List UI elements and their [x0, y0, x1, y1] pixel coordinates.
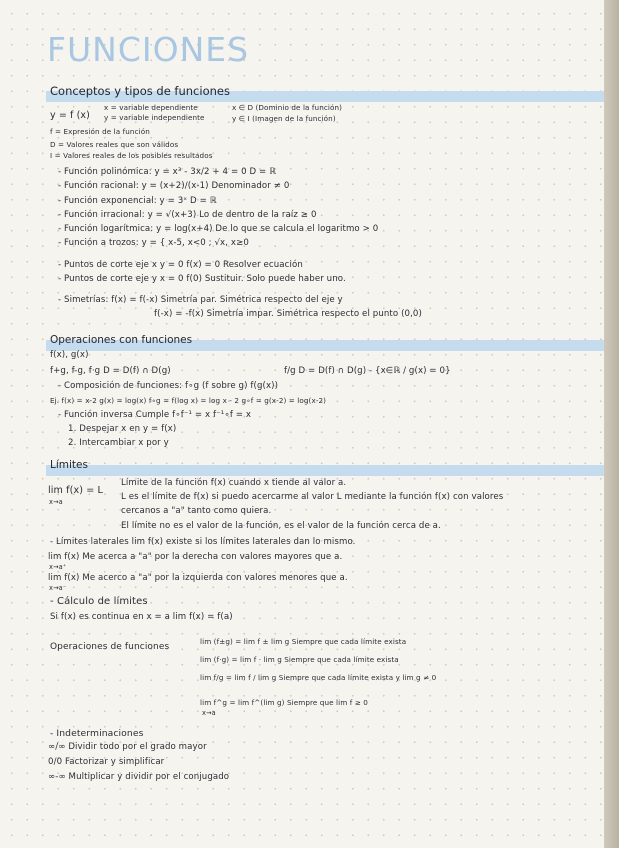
- y-intercepts: - Puntos de corte eje y x = 0 f(0) Sustituir. Solo puede haber uno.: [58, 274, 346, 284]
- limit-definition: lim f(x) = L: [48, 485, 103, 496]
- lateral-limits: - Límites laterales lim f(x) existe si los límites laterales dan lo mismo.: [50, 537, 356, 547]
- indet-inf-minus-inf: ∞-∞ Multiplicar y dividir por el conjugado: [48, 772, 230, 782]
- odd-symmetry: f(-x) = -f(x) Simetría impar. Simétrica respecto el punto (0,0): [154, 309, 422, 319]
- continuity: Si f(x) es continua en x = a lim f(x) = f(a): [50, 612, 233, 622]
- indet-inf-inf: ∞/∞ Dividir todo por el grado mayor: [48, 742, 207, 752]
- limit-calculation: - Cálculo de límites: [50, 596, 148, 607]
- limit-op-sub: x→a: [202, 709, 216, 717]
- right-limit-sub: x→a⁺: [49, 563, 67, 571]
- irrational-function: - Función irracional: y = √(x+3) Lo de dentro de la raíz ≥ 0: [58, 210, 317, 220]
- section-highlight: [46, 465, 604, 476]
- limit-op-power: lim f^g = lim f^(lim g) Siempre que lim f ≥ 0: [200, 698, 368, 707]
- right-limit: lim f(x) Me acerca a "a" por la derecha con valores mayores que a.: [48, 552, 343, 562]
- composition-example: Ej. f(x) = x-2 g(x) = log(x) f∘g = f(log x) = log x - 2 g∘f = g(x-2) = log(x-2): [50, 396, 327, 405]
- composition: - Composición de funciones: f∘g (f sobre g) f(g(x)): [58, 381, 279, 391]
- inverse-function: - Función inversa Cumple f∘f⁻¹ = x f⁻¹∘f = x: [58, 410, 252, 420]
- even-symmetry: - Simetrías: f(x) = f(-x) Simetría par. Simétrica respecto del eje y: [58, 295, 343, 305]
- piecewise-function: - Función a trozos: y = { x-5, x<0 ; √x, x≥0: [58, 238, 249, 248]
- rational-function: - Función racional: y = (x+2)/(x-1) Denominador ≠ 0: [58, 181, 290, 191]
- basic-operations: f+g, f-g, f·g D = D(f) ∩ D(g): [50, 366, 171, 376]
- page-title: FUNCIONES: [47, 30, 250, 69]
- logarithmic-function: - Función logarítmica: y = log(x+4) De lo que se calcula el logaritmo > 0: [58, 224, 379, 234]
- image-note: I = Valores reales de los posibles resultados: [50, 151, 213, 160]
- indet-zero-zero: 0/0 Factorizar y simplificar: [48, 757, 165, 767]
- left-limit-sub: x→a⁻: [49, 584, 67, 592]
- limit-desc-3: cercanos a "a" tanto como quiera.: [121, 506, 272, 516]
- f-expression: f = Expresión de la función: [50, 127, 150, 136]
- domain-note: D = Valores reales que son válidos: [50, 140, 179, 149]
- y-definition: y = f (x): [50, 110, 90, 121]
- inverse-step-1: 1. Despejar x en y = f(x): [68, 424, 177, 434]
- section-heading-operaciones: Operaciones con funciones: [50, 334, 193, 346]
- indeterminations: - Indeterminaciones: [50, 728, 144, 739]
- page-edge: [604, 0, 619, 848]
- limit-subscript: x→a: [49, 498, 63, 506]
- limit-desc-1: Límite de la función f(x) cuando x tiende al valor a.: [121, 478, 347, 488]
- division-domain: f/g D = D(f) ∩ D(g) - {x∈ℝ / g(x) = 0}: [284, 366, 451, 376]
- y-image-note: y ∈ I (Imagen de la función): [232, 114, 336, 123]
- left-limit: lim f(x) Me acerco a "a" por la izquierda con valores menores que a.: [48, 573, 348, 583]
- exponential-function: - Función exponencial: y = 3ˣ D = ℝ: [58, 196, 217, 206]
- limit-op-product: lim (f·g) = lim f · lim g Siempre que cada límite exista: [200, 655, 399, 664]
- limit-desc-4: El límite no es el valor de la función, es el valor de la función cerca de a.: [121, 521, 441, 531]
- x-variable-note: x = variable dependiente: [104, 103, 198, 112]
- x-intercepts: - Puntos de corte eje x y = 0 f(x) = 0 Resolver ecuación: [58, 260, 303, 270]
- limit-op-quotient: lim f/g = lim f / lim g Siempre que cada límite exista y lim g ≠ 0: [200, 673, 437, 682]
- section-heading-limites: Límites: [50, 459, 88, 471]
- x-domain-note: x ∈ D (Dominio de la función): [232, 103, 343, 112]
- polynomial-function: - Función polinómica: y = x³ - 3x/2 + 4 = 0 D = ℝ: [58, 167, 277, 177]
- function-operations-label: Operaciones de funciones: [50, 642, 170, 652]
- limit-desc-2: L es el límite de f(x) si puedo acercarme al valor L mediante la función f(x) con valores: [121, 492, 504, 502]
- limit-op-sum: lim (f±g) = lim f ± lim g Siempre que cada límite exista: [200, 637, 407, 646]
- section-heading-conceptos: Conceptos y tipos de funciones: [50, 84, 230, 98]
- y-variable-note: y = variable independiente: [104, 113, 205, 122]
- f-g-functions: f(x), g(x): [50, 350, 89, 360]
- inverse-step-2: 2. Intercambiar x por y: [68, 438, 169, 448]
